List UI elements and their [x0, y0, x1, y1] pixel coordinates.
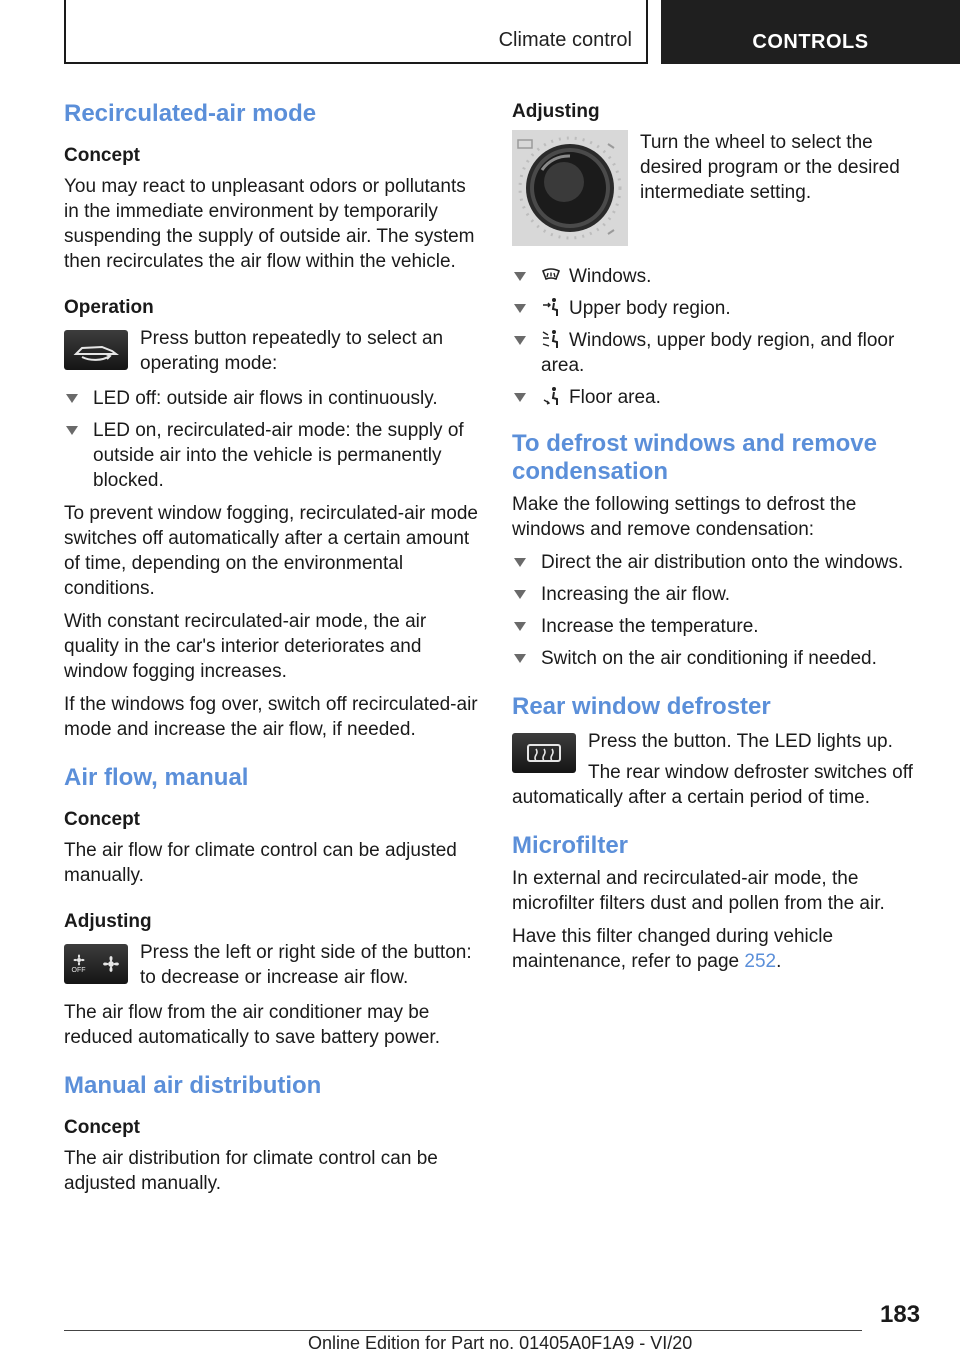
rear-defroster-title: Rear window defroster — [512, 693, 771, 720]
bullet-triangle-icon — [514, 622, 526, 631]
left-column — [64, 100, 482, 1204]
right-column — [512, 100, 922, 982]
airflow-adjusting-heading: Adjusting — [64, 911, 152, 932]
list-item: Direct the air distribution onto the windows. — [512, 550, 922, 575]
list-item: Windows. — [512, 264, 922, 289]
recirc-para-3: If the windows fog over, switch off recirculated-air mode and increase the air flow, if needed. — [64, 694, 478, 740]
header-section-box — [64, 0, 648, 64]
recirc-operation-text: Press button repeatedly to select an operating mode: — [140, 328, 444, 374]
microfilter-title: Microfilter — [512, 832, 629, 859]
airflow-adjusting — [64, 940, 482, 990]
recirc-concept-text: You may react to unpleasant odors or pollutants in the immediate environment by temporarily suspending the supply of outside air. The system then recirculates the air flow within the vehicle. — [64, 176, 475, 272]
recirc-concept-heading: Concept — [64, 145, 140, 166]
list-item: Switch on the air conditioning if needed. — [512, 646, 922, 671]
page-number: 183 — [880, 1301, 921, 1328]
rear-defroster-text-block — [588, 729, 913, 785]
edition-text: Online Edition for Part no. 01405A0F1A9 - VI/20 — [308, 1333, 693, 1353]
air-distribution-adjusting — [512, 130, 922, 246]
airflow-adjusting-text: Press the left or right side of the button: to decrease or increase air flow. — [140, 942, 472, 988]
list-item: LED on, recirculated-air mode: the supply of outside air into the vehicle is permanently blocked. — [64, 418, 482, 493]
adjusting-heading: Adjusting — [512, 101, 600, 122]
air-distribution-knob — [512, 130, 628, 246]
fan-off-label: OFF — [71, 967, 86, 974]
rear-defroster-text-2: automatically after a certain period of time. — [512, 787, 871, 808]
adjusting-text: Turn the wheel to select the desired program or the desired intermediate setting. — [640, 132, 900, 203]
recirc-title: Recirculated-air mode — [64, 100, 317, 127]
defrost-intro: Make the following settings to defrost the windows and remove condensation: — [512, 494, 857, 540]
recirc-para-1: To prevent window fogging, recirculated-air mode switches off automatically after a certain amount of time, depending on the environmental conditions. — [64, 503, 478, 599]
header-section-title: Climate control — [498, 29, 632, 51]
airflow-concept-heading: Concept — [64, 809, 140, 830]
header-chapter-tab — [661, 0, 960, 64]
air-distribution-list — [512, 264, 922, 410]
microfilter-text-2: Have this filter changed during vehicle maintenance, refer to page 252. — [512, 926, 834, 972]
airflow-title: Air flow, manual — [64, 764, 249, 791]
distribution-concept-heading: Concept — [64, 1117, 140, 1138]
fan-button-icon — [64, 944, 128, 984]
list-item: Upper body region. — [512, 296, 922, 321]
defrost-bullet-list — [512, 550, 922, 671]
defrost-title: To defrost windows and remove condensation — [512, 430, 877, 485]
bullet-triangle-icon — [514, 304, 526, 313]
bullet-triangle-icon — [514, 654, 526, 663]
floor-airflow-icon — [541, 386, 561, 406]
fan-small-icon — [72, 953, 86, 967]
bullet-triangle-icon — [514, 558, 526, 567]
rear-defroster-text-2a: The rear window defroster switches off — [588, 762, 913, 783]
rear-defroster-row — [512, 729, 922, 785]
list-item: Increasing the air flow. — [512, 582, 922, 607]
recirc-operation-heading: Operation — [64, 297, 154, 318]
distribution-title: Manual air distribution — [64, 1072, 322, 1099]
bullet-triangle-icon — [66, 394, 78, 403]
microfilter-text-1: In external and recirculated-air mode, the microfilter filters dust and pollen from the air. — [512, 868, 885, 914]
header-chapter-title: CONTROLS — [752, 31, 869, 53]
distribution-concept-text: The air distribution for climate control can be adjusted manually. — [64, 1148, 438, 1194]
recirc-operation — [64, 326, 482, 376]
page-ref-link[interactable]: 252 — [744, 951, 777, 972]
bullet-triangle-icon — [514, 336, 526, 345]
bullet-triangle-icon — [514, 590, 526, 599]
rear-defroster-button-icon — [512, 733, 576, 773]
recirculation-button-icon — [64, 330, 128, 370]
list-item: Increase the temperature. — [512, 614, 922, 639]
all-zones-airflow-icon — [541, 329, 561, 349]
list-item: LED off: outside air flows in continuously. — [64, 386, 482, 411]
upper-body-airflow-icon — [541, 297, 561, 317]
bullet-triangle-icon — [66, 426, 78, 435]
footer-divider — [64, 1330, 862, 1331]
list-item: Windows, upper body region, and floor area. — [512, 328, 922, 378]
list-item: Floor area. — [512, 385, 922, 410]
rear-defroster-text-1: Press the button. The LED lights up. — [588, 731, 893, 752]
bullet-triangle-icon — [514, 393, 526, 402]
airflow-concept-text: The air flow for climate control can be adjusted manually. — [64, 840, 457, 886]
bullet-triangle-icon — [514, 272, 526, 281]
windshield-icon — [541, 265, 561, 285]
recirc-bullet-list — [64, 386, 482, 493]
recirc-para-2: With constant recirculated-air mode, the air quality in the car's interior deteriorates and window fogging increases. — [64, 611, 427, 682]
fan-large-icon — [101, 954, 121, 974]
airflow-para-1: The air flow from the air conditioner may be reduced automatically to save battery power. — [64, 1002, 440, 1048]
